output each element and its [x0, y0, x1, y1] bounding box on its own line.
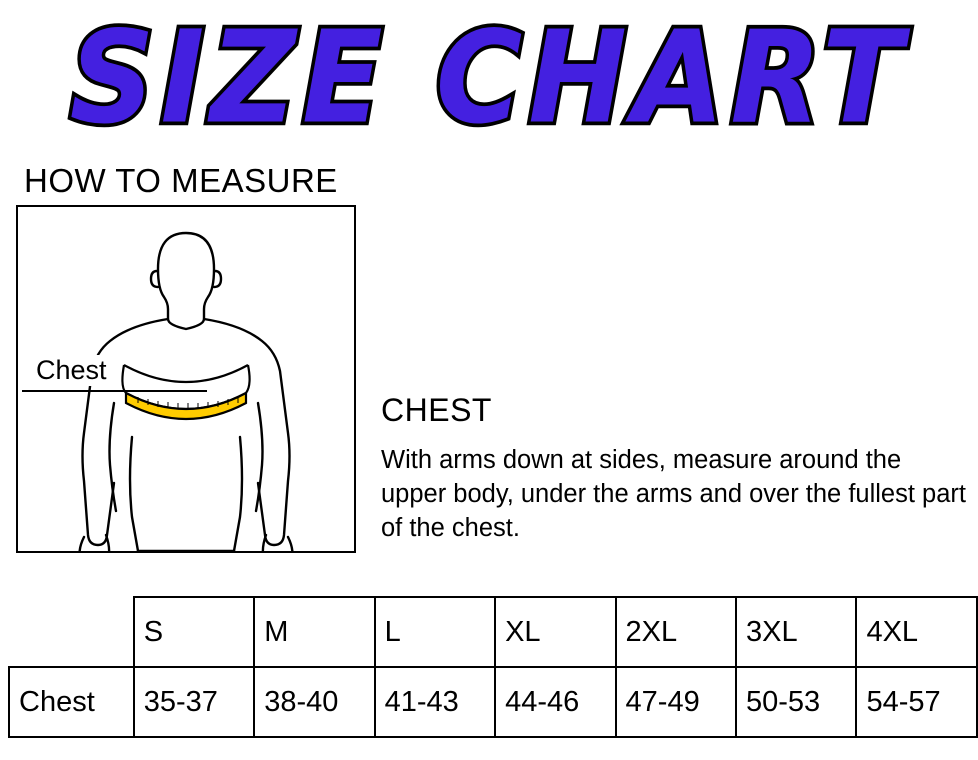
row-label-chest: Chest [9, 667, 134, 737]
cell-chest-m: 38-40 [254, 667, 374, 737]
cell-chest-l: 41-43 [375, 667, 495, 737]
table-header-2xl: 2XL [616, 597, 736, 667]
cell-chest-4xl: 54-57 [856, 667, 977, 737]
table-header-m: M [254, 597, 374, 667]
table-header-xl: XL [495, 597, 615, 667]
figure-chest-label: Chest [33, 355, 110, 386]
cell-chest-2xl: 47-49 [616, 667, 736, 737]
chest-leader-line [22, 390, 207, 392]
table-header-s: S [134, 597, 254, 667]
table-row [9, 667, 977, 737]
cell-chest-3xl: 50-53 [736, 667, 856, 737]
description-block [381, 392, 967, 545]
table-corner-cell [9, 597, 134, 667]
how-to-measure-heading: HOW TO MEASURE [24, 162, 338, 199]
table-header-4xl: 4XL [856, 597, 977, 667]
tape-measure [122, 365, 249, 419]
page-title-text: SIZE CHART [69, 2, 909, 152]
table-header-l: L [375, 597, 495, 667]
description-heading: CHEST [381, 392, 492, 428]
size-chart-table [8, 596, 978, 738]
cell-chest-s: 35-37 [134, 667, 254, 737]
table-header-3xl: 3XL [736, 597, 856, 667]
description-body: With arms down at sides, measure around the upper body, under the arms and over the fullest part of the chest. [381, 446, 966, 542]
table-header-row [9, 597, 977, 667]
page-title [0, 0, 978, 152]
cell-chest-xl: 44-46 [495, 667, 615, 737]
